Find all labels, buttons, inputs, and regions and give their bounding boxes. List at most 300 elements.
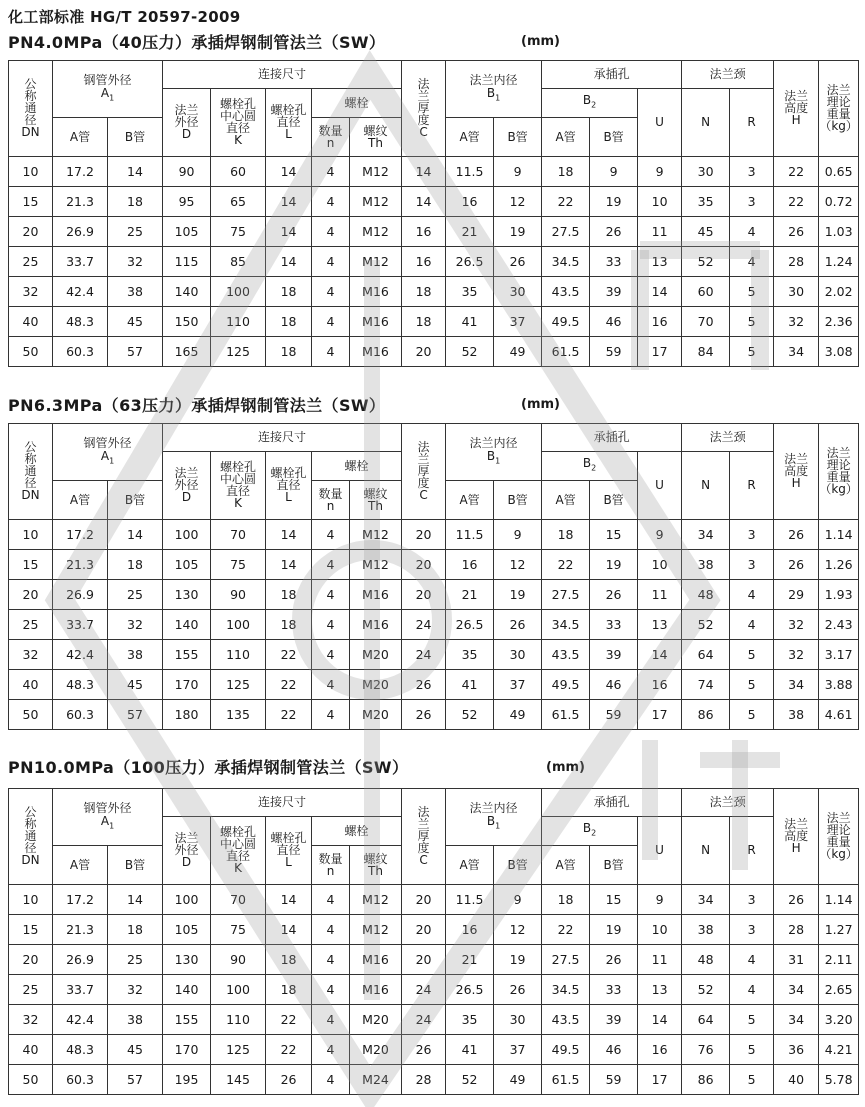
table-row [9, 915, 859, 945]
cell-a-pipe: 42.4 [53, 640, 108, 670]
cell-bolt-thread-th: M20 [350, 1005, 402, 1035]
cell-flange-id-b: 49 [494, 1065, 542, 1095]
cell-bolt-thread-th: M20 [350, 670, 402, 700]
cell-bolt-qty-n: 4 [312, 307, 350, 337]
cell-weight-kg: 4.61 [819, 700, 859, 730]
cell-neck-r: 5 [730, 1005, 774, 1035]
cell-a-pipe: 21.3 [53, 187, 108, 217]
header-socket-b2 [542, 89, 638, 118]
header-flange-thickness-text-line: 厚 [417, 829, 430, 843]
header-flange-od-text-line: D [181, 855, 192, 869]
cell-neck-r: 5 [730, 640, 774, 670]
cell-u: 13 [638, 975, 682, 1005]
cell-bolt-qty-n: 4 [312, 885, 350, 915]
cell-a-pipe: 26.9 [53, 580, 108, 610]
header-flange-od-text-line: 外径 [174, 478, 199, 492]
cell-socket-b: 19 [590, 915, 638, 945]
cell-flange-id-a: 11.5 [446, 885, 494, 915]
cell-flange-od-d: 165 [163, 337, 211, 367]
cell-bolt-qty-n: 4 [312, 610, 350, 640]
cell-flange-thickness-c: 16 [402, 247, 446, 277]
cell-weight-kg: 2.65 [819, 975, 859, 1005]
table-row [9, 610, 859, 640]
cell-flange-thickness-c: 18 [402, 307, 446, 337]
header-flange-od-text [175, 104, 199, 140]
header-bolt-circle-text-line: K [234, 861, 242, 875]
header-bolt-hole-text-line: 螺栓孔 [270, 103, 307, 117]
cell-flange-id-a: 35 [446, 277, 494, 307]
cell-bolt-circle-k: 110 [211, 307, 266, 337]
cell-bolt-qty-n: 4 [312, 640, 350, 670]
cell-socket-b: 46 [590, 1035, 638, 1065]
cell-dn: 32 [9, 640, 53, 670]
cell-flange-id-b: 19 [494, 217, 542, 247]
header-dn-text-line: 通 [24, 464, 37, 478]
header-a-pipe: A管 [53, 481, 108, 520]
header-bolt-qty-text-line: 数量 [318, 851, 343, 866]
cell-flange-id-a: 52 [446, 1065, 494, 1095]
cell-neck-r: 5 [730, 700, 774, 730]
table-row [9, 1035, 859, 1065]
cell-socket-a: 22 [542, 187, 590, 217]
cell-flange-thickness-c: 24 [402, 975, 446, 1005]
cell-weight-kg: 3.08 [819, 337, 859, 367]
cell-a-pipe: 17.2 [53, 157, 108, 187]
cell-weight-kg: 2.43 [819, 610, 859, 640]
cell-flange-od-d: 140 [163, 610, 211, 640]
header-flange-od [163, 452, 211, 520]
header-weight-text [819, 812, 858, 860]
cell-socket-b: 33 [590, 975, 638, 1005]
header-weight-text-line: 法兰 [826, 446, 851, 460]
cell-weight-kg: 1.14 [819, 885, 859, 915]
cell-flange-od-d: 170 [163, 670, 211, 700]
cell-neck-r: 4 [730, 580, 774, 610]
cell-bolt-qty-n: 4 [312, 1005, 350, 1035]
cell-flange-id-a: 16 [446, 550, 494, 580]
cell-u: 13 [638, 247, 682, 277]
header-bolt-thread-text-line: Th [368, 498, 383, 513]
cell-a-pipe: 33.7 [53, 610, 108, 640]
cell-bolt-hole-l: 14 [266, 187, 312, 217]
cell-a-pipe: 33.7 [53, 975, 108, 1005]
header-height-text-line: 法兰 [784, 89, 809, 103]
header-bolt-hole-text-line: L [285, 490, 292, 504]
cell-neck-r: 5 [730, 670, 774, 700]
cell-neck-n: 48 [682, 580, 730, 610]
cell-socket-a: 43.5 [542, 277, 590, 307]
header-height-text [784, 453, 808, 489]
header-bolt-circle-text [220, 461, 256, 509]
cell-dn: 40 [9, 1035, 53, 1065]
cell-bolt-thread-th: M20 [350, 640, 402, 670]
cell-bolt-qty-n: 4 [312, 1035, 350, 1065]
header-bolt-circle-text-line: 中心圆 [220, 472, 257, 486]
cell-bolt-hole-l: 22 [266, 1005, 312, 1035]
header-height [774, 789, 819, 885]
cell-flange-id-b: 26 [494, 247, 542, 277]
cell-a-pipe: 48.3 [53, 307, 108, 337]
cell-bolt-thread-th: M12 [350, 157, 402, 187]
header-dn-text-line: 径 [24, 476, 37, 490]
table-row [9, 217, 859, 247]
cell-bolt-thread-th: M12 [350, 885, 402, 915]
header-n: N [682, 817, 730, 885]
cell-flange-id-b: 37 [494, 1035, 542, 1065]
header-connection: 连接尺寸 [163, 61, 402, 89]
cell-socket-b: 15 [590, 520, 638, 550]
header-flange-od-text-line: D [181, 490, 192, 504]
cell-neck-r: 5 [730, 337, 774, 367]
cell-bolt-qty-n: 4 [312, 187, 350, 217]
header-flange-id [446, 424, 542, 481]
cell-bolt-thread-th: M16 [350, 307, 402, 337]
cell-socket-b: 26 [590, 217, 638, 247]
cell-socket-a: 27.5 [542, 580, 590, 610]
flange-spec-table [8, 788, 859, 1095]
header-flange-thickness [402, 424, 446, 520]
cell-a-pipe: 60.3 [53, 1065, 108, 1095]
cell-height-h: 34 [774, 975, 819, 1005]
cell-b-pipe: 32 [108, 610, 163, 640]
cell-socket-a: 18 [542, 520, 590, 550]
header-bolt-hole [266, 89, 312, 157]
cell-neck-r: 3 [730, 885, 774, 915]
cell-flange-id-b: 9 [494, 157, 542, 187]
cell-neck-n: 86 [682, 1065, 730, 1095]
cell-flange-thickness-c: 18 [402, 277, 446, 307]
cell-b-pipe: 45 [108, 307, 163, 337]
cell-socket-a: 49.5 [542, 1035, 590, 1065]
cell-weight-kg: 1.03 [819, 217, 859, 247]
cell-bolt-qty-n: 4 [312, 1065, 350, 1095]
header-bolt-qty-text-line: 数量 [318, 123, 343, 138]
cell-b-pipe: 38 [108, 1005, 163, 1035]
cell-u: 17 [638, 337, 682, 367]
cell-height-h: 30 [774, 277, 819, 307]
cell-bolt-thread-th: M12 [350, 247, 402, 277]
cell-height-h: 22 [774, 157, 819, 187]
cell-flange-id-a: 52 [446, 700, 494, 730]
header-socket-symbol: B [582, 821, 592, 836]
section-title: PN4.0MPa（40压力）承插焊钢制管法兰（SW） [8, 33, 386, 52]
header-flange-id [446, 789, 542, 846]
flange-spec-table [8, 423, 859, 730]
header-bolt-qty-text-line: n [326, 135, 335, 150]
cell-bolt-qty-n: 4 [312, 580, 350, 610]
cell-socket-b: 39 [590, 277, 638, 307]
cell-dn: 50 [9, 1065, 53, 1095]
cell-u: 9 [638, 520, 682, 550]
header-b-pipe: B管 [108, 481, 163, 520]
header-a-pipe: A管 [53, 118, 108, 157]
cell-bolt-qty-n: 4 [312, 337, 350, 367]
cell-u: 10 [638, 187, 682, 217]
header-bolt-thread-text-line: 螺纹 [363, 851, 388, 866]
cell-neck-n: 52 [682, 975, 730, 1005]
cell-b-pipe: 25 [108, 217, 163, 247]
cell-u: 13 [638, 610, 682, 640]
cell-bolt-hole-l: 14 [266, 157, 312, 187]
header-bolt-circle-text-line: 直径 [226, 121, 251, 135]
cell-socket-a: 27.5 [542, 945, 590, 975]
header-n: N [682, 89, 730, 157]
header-b-pipe: B管 [108, 846, 163, 885]
cell-socket-b: 15 [590, 885, 638, 915]
header-flange-thickness-text [418, 806, 430, 866]
cell-flange-od-d: 150 [163, 307, 211, 337]
cell-flange-id-b: 9 [494, 520, 542, 550]
table-row [9, 1005, 859, 1035]
cell-flange-id-b: 19 [494, 945, 542, 975]
cell-socket-b: 46 [590, 670, 638, 700]
cell-flange-id-a: 11.5 [446, 157, 494, 187]
cell-bolt-hole-l: 22 [266, 670, 312, 700]
cell-socket-b: 19 [590, 187, 638, 217]
cell-flange-id-a: 21 [446, 217, 494, 247]
cell-flange-id-a: 35 [446, 640, 494, 670]
cell-dn: 10 [9, 157, 53, 187]
cell-flange-thickness-c: 14 [402, 187, 446, 217]
cell-flange-id-b: 30 [494, 640, 542, 670]
cell-neck-n: 76 [682, 1035, 730, 1065]
header-bolt-thread-text [364, 853, 388, 877]
header-pipe-od-symbol: A [100, 448, 110, 463]
cell-flange-thickness-c: 24 [402, 640, 446, 670]
header-dn-text-line: 称 [24, 89, 37, 103]
cell-dn: 25 [9, 610, 53, 640]
header-dn-text-line: 称 [24, 817, 37, 831]
header-flange-od-text-line: 法兰 [174, 831, 199, 845]
header-bolt-circle-text [220, 98, 256, 146]
cell-bolt-circle-k: 125 [211, 670, 266, 700]
cell-flange-thickness-c: 20 [402, 337, 446, 367]
cell-flange-id-b: 49 [494, 700, 542, 730]
cell-neck-r: 3 [730, 187, 774, 217]
cell-flange-od-d: 100 [163, 885, 211, 915]
cell-flange-thickness-c: 16 [402, 217, 446, 247]
cell-b-pipe: 57 [108, 1065, 163, 1095]
cell-bolt-hole-l: 14 [266, 915, 312, 945]
cell-bolt-hole-l: 22 [266, 700, 312, 730]
header-height [774, 424, 819, 520]
cell-neck-r: 4 [730, 217, 774, 247]
table-row [9, 520, 859, 550]
header-height-text-line: 法兰 [784, 817, 809, 831]
section-title: PN10.0MPa（100压力）承插焊钢制管法兰（SW） [8, 758, 409, 777]
table-row [9, 277, 859, 307]
cell-bolt-hole-l: 14 [266, 217, 312, 247]
cell-socket-a: 61.5 [542, 1065, 590, 1095]
header-dn-text-line: DN [21, 125, 40, 139]
table-row [9, 307, 859, 337]
cell-bolt-thread-th: M12 [350, 915, 402, 945]
cell-neck-n: 34 [682, 885, 730, 915]
table-row [9, 337, 859, 367]
cell-neck-n: 38 [682, 915, 730, 945]
cell-u: 9 [638, 885, 682, 915]
header-flange-id-label: 法兰内径 [469, 72, 518, 87]
header-socket-subscript: 2 [591, 463, 597, 473]
header-pipe-od-label: 钢管外径 [83, 800, 132, 815]
cell-flange-id-a: 41 [446, 307, 494, 337]
standard-line: 化工部标准 HG/T 20597-2009 [8, 8, 241, 26]
cell-bolt-circle-k: 60 [211, 157, 266, 187]
cell-bolt-qty-n: 4 [312, 247, 350, 277]
header-bolt-circle-text-line: 螺栓孔 [220, 97, 257, 111]
header-flange-thickness-text-line: 度 [417, 476, 430, 490]
header-weight-text-line: 法兰 [826, 83, 851, 97]
header-dn-text [21, 441, 39, 501]
cell-height-h: 29 [774, 580, 819, 610]
cell-height-h: 36 [774, 1035, 819, 1065]
cell-weight-kg: 2.36 [819, 307, 859, 337]
cell-neck-n: 52 [682, 610, 730, 640]
header-flange-id [446, 61, 542, 118]
cell-height-h: 31 [774, 945, 819, 975]
cell-a-pipe: 60.3 [53, 337, 108, 367]
cell-u: 10 [638, 550, 682, 580]
cell-bolt-qty-n: 4 [312, 157, 350, 187]
cell-flange-thickness-c: 24 [402, 610, 446, 640]
cell-bolt-hole-l: 22 [266, 640, 312, 670]
cell-socket-b: 9 [590, 157, 638, 187]
cell-flange-id-a: 26.5 [446, 975, 494, 1005]
cell-neck-n: 34 [682, 520, 730, 550]
table-row [9, 580, 859, 610]
header-bolt-hole-text-line: 直径 [276, 843, 301, 857]
header-flange-id-label: 法兰内径 [469, 435, 518, 450]
cell-neck-r: 4 [730, 247, 774, 277]
header-flange-thickness-text-line: 法 [417, 77, 430, 91]
cell-flange-id-b: 30 [494, 1005, 542, 1035]
cell-bolt-hole-l: 26 [266, 1065, 312, 1095]
header-height-text-line: H [791, 476, 801, 490]
cell-bolt-circle-k: 135 [211, 700, 266, 730]
cell-bolt-thread-th: M16 [350, 610, 402, 640]
cell-flange-od-d: 115 [163, 247, 211, 277]
header-bolt-circle [211, 89, 266, 157]
cell-bolt-hole-l: 18 [266, 610, 312, 640]
cell-a-pipe: 42.4 [53, 1005, 108, 1035]
cell-neck-n: 64 [682, 1005, 730, 1035]
cell-neck-r: 4 [730, 975, 774, 1005]
header-flange-id-a: A管 [446, 481, 494, 520]
header-bolt-hole-text-line: 直径 [276, 478, 301, 492]
header-flange-thickness-text-line: C [419, 125, 428, 139]
header-bolt-circle-text [220, 826, 256, 874]
header-bolt-circle-text-line: 螺栓孔 [220, 460, 257, 474]
cell-flange-id-b: 9 [494, 885, 542, 915]
cell-flange-id-a: 16 [446, 187, 494, 217]
header-neck: 法兰颈 [682, 424, 774, 452]
header-bolt-thread [350, 846, 402, 885]
header-flange-thickness-text-line: C [419, 488, 428, 502]
header-bolt: 螺栓 [312, 817, 402, 846]
cell-bolt-thread-th: M12 [350, 520, 402, 550]
header-dn-text-line: 通 [24, 829, 37, 843]
header-weight-text [819, 84, 858, 132]
cell-a-pipe: 17.2 [53, 520, 108, 550]
cell-bolt-thread-th: M20 [350, 1035, 402, 1065]
header-bolt-qty-text-line: n [326, 863, 335, 878]
cell-flange-od-d: 195 [163, 1065, 211, 1095]
header-neck: 法兰颈 [682, 61, 774, 89]
cell-flange-od-d: 155 [163, 1005, 211, 1035]
cell-b-pipe: 14 [108, 157, 163, 187]
cell-bolt-thread-th: M16 [350, 277, 402, 307]
cell-height-h: 26 [774, 885, 819, 915]
header-flange-id-label: 法兰内径 [469, 800, 518, 815]
cell-socket-a: 27.5 [542, 217, 590, 247]
cell-height-h: 38 [774, 700, 819, 730]
cell-b-pipe: 14 [108, 885, 163, 915]
header-flange-thickness-text [418, 441, 430, 501]
header-weight-text [819, 447, 858, 495]
cell-socket-b: 46 [590, 307, 638, 337]
header-flange-od-text-line: 外径 [174, 843, 199, 857]
cell-flange-thickness-c: 14 [402, 157, 446, 187]
cell-height-h: 22 [774, 187, 819, 217]
cell-flange-id-b: 37 [494, 670, 542, 700]
cell-bolt-circle-k: 70 [211, 885, 266, 915]
cell-a-pipe: 26.9 [53, 217, 108, 247]
cell-bolt-hole-l: 14 [266, 885, 312, 915]
header-bolt-hole-text-line: 直径 [276, 115, 301, 129]
section-title: PN6.3MPa（63压力）承插焊钢制管法兰（SW） [8, 396, 386, 415]
header-bolt-thread [350, 481, 402, 520]
cell-flange-od-d: 155 [163, 640, 211, 670]
header-dn-text-line: 径 [24, 113, 37, 127]
cell-flange-od-d: 140 [163, 975, 211, 1005]
cell-bolt-hole-l: 18 [266, 307, 312, 337]
cell-flange-od-d: 130 [163, 580, 211, 610]
header-height-text [784, 818, 808, 854]
header-dn-text-line: 通 [24, 101, 37, 115]
table-row [9, 885, 859, 915]
header-socket-hole: 承插孔 [542, 61, 682, 89]
cell-flange-id-a: 21 [446, 580, 494, 610]
cell-flange-od-d: 140 [163, 277, 211, 307]
cell-flange-id-b: 12 [494, 915, 542, 945]
cell-bolt-hole-l: 18 [266, 277, 312, 307]
header-dn [9, 61, 53, 157]
header-dn-text [21, 806, 39, 866]
cell-b-pipe: 25 [108, 945, 163, 975]
header-socket-b: B管 [590, 118, 638, 157]
cell-bolt-circle-k: 145 [211, 1065, 266, 1095]
cell-flange-id-a: 35 [446, 1005, 494, 1035]
header-bolt-circle [211, 817, 266, 885]
header-r: R [730, 817, 774, 885]
cell-socket-b: 33 [590, 610, 638, 640]
header-bolt: 螺栓 [312, 452, 402, 481]
header-weight-text-line: 理论 [826, 95, 851, 109]
cell-a-pipe: 17.2 [53, 885, 108, 915]
header-socket-hole: 承插孔 [542, 424, 682, 452]
header-bolt-thread-text-line: 螺纹 [363, 123, 388, 138]
table-row [9, 550, 859, 580]
cell-u: 9 [638, 157, 682, 187]
cell-bolt-circle-k: 100 [211, 277, 266, 307]
header-bolt-circle-text-line: K [234, 496, 242, 510]
header-bolt-qty-text-line: 数量 [318, 486, 343, 501]
cell-flange-thickness-c: 20 [402, 915, 446, 945]
header-pipe-od-label: 钢管外径 [83, 435, 132, 450]
header-bolt-thread-text [364, 125, 388, 149]
cell-flange-od-d: 180 [163, 700, 211, 730]
cell-bolt-hole-l: 14 [266, 247, 312, 277]
